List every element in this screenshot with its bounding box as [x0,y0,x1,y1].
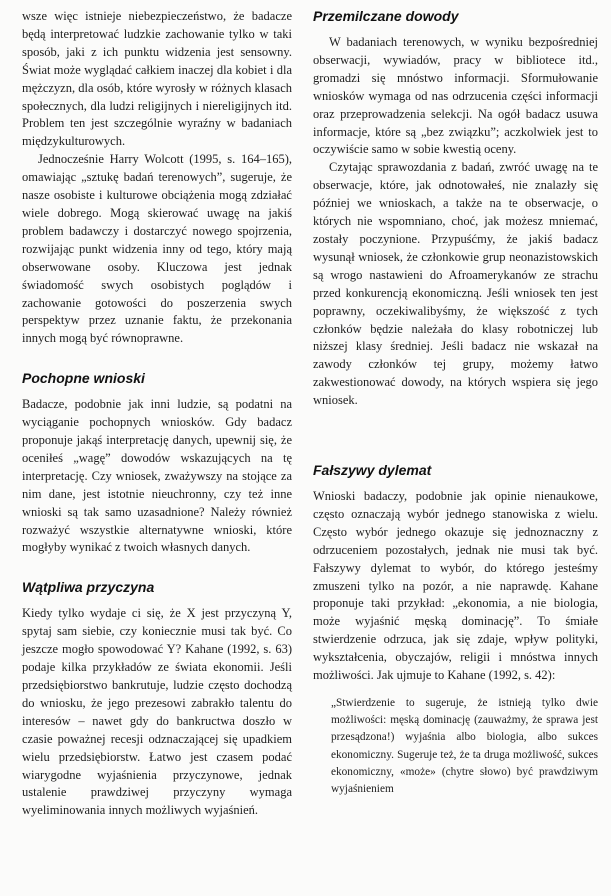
heading-false-dilemma: Fałszywy dylemat [313,462,432,479]
quote-kahane: „Stwierdzenie to sugeruje, że istnieją tylko dwie możliwości: męską dominację (zauważmy, że sprawa jest przesądzona!) wyjaśnia albo biologia, albo sukces ekonomiczny. Sugeruje też, że ta druga możliwość, sukces ekonomiczny, «może» (chytre słowo) być prawdziwym wyjaśnieniem [331,697,598,796]
paragraph-hasty-conclusions: Badacze, podobnie jak inni ludzie, są podatni na wyciąganie pochopnych wniosków. Gdy badacz proponuje jakąś interpretację danych, upewnij się, że oceniłeś „wagę” dowodów wskazujących na tę interpretację. Czy wniosek, zważywszy na stojące za nim dane, jest istotnie nieuchronny, czy też inne wnioski są tak samo uzasadnione? Należy również rozważyć wszystkie alternatywne wnioski, które mogłyby wynikać z twoich własnych danych. [22,397,292,555]
left-column [22,8,292,820]
paragraph-doubtful-cause: Kiedy tylko wydaje ci się, że X jest przyczyną Y, spytaj sam siebie, czy koniecznie musi tak być. Co jeszcze mogło spowodować Y? Kahane (1992, s. 63) podaje kilka przykładów ze świata ekonomii. Jeśli przedsiębiorstwo bankrutuje, ludzie często dochodzą do wniosku, że jego prezesowi zabrakło talentu do interesów – nawet gdy do bankructwa doszło w czasie poważnej recesji odznaczającej się upadkiem wielu przedsiębiorstw. Łatwo jest czasem podać wiarygodne wyjaśnienia przyczynowe, jednak ustalenie prawdziwej przyczyny wymaga wyeliminowania innych możliwych wyjaśnień. [22,606,292,818]
paragraph-cultural-bias: wsze więc istnieje niebezpieczeństwo, że badacze będą interpretować ludzkie zachowanie tylko w taki sposób, jaki z ich punktu widzenia jest sensowny. Świat może wyglądać całkiem inaczej dla kobiet i dla mężczyzn, dla osób, które wyrosły w różnych klasach społecznych, dla ludzi religijnych i niereligijnych itd. Problem ten jest szczególnie wyraźny w badaniach międzykulturowych. [22,9,292,149]
paragraph-wolcott: Jednocześnie Harry Wolcott (1995, s. 164–165), omawiając „sztukę badań terenowych”, sugeruje, że nasze osobiste i kulturowe obciążenia mogą zdziałać wiele dobrego. Mogą skierować uwagę na jakiś problem badawczy i dostarczyć nowego spojrzenia, rozwijając punkt widzenia inny od tego, który mają obserwowane osoby. Kluczowa jest jednak świadomość swych osobistych poglądów i zachowanie gotowości do poszerzenia swych perspektyw przez uznanie faktu, że przekonania innych mogą być równoprawne. [22,152,292,346]
heading-suppressed-evidence: Przemilczane dowody [313,8,459,24]
right-column [313,8,598,798]
heading-hasty-conclusions: Pochopne wnioski [22,370,145,387]
paragraph-reading-reports: Czytając sprawozdania z badań, zwróć uwagę na te obserwacje, które, jak odnotowałeś, nie znalazły się później we wnioskach, a także na te obserwacje, o których nie wspomniano, choć, jak możesz mniemać, zostały poczynione. Przypuśćmy, że jakiś badacz wysunął wniosek, że członkowie grup neonazistowskich są wrogo nastawieni do Afroamerykanów ze strachu przed konkurencją ekonomiczną. Jeśli wniosek ten jest poprawny, oczekiwalibyśmy, że większość z tych członków będzie należała do klasy robotniczej lub niższej klasy średniej. Jeśli badacz nie wskazał na zawody członków tej grupy, możemy łatwo zakwestionować dowody, na których wspiera się jego wniosek. [313,160,598,408]
block-quote [313,695,598,798]
paragraph-field-research: W badaniach terenowych, w wyniku bezpośredniej obserwacji, wywiadów, pracy w bibliotece itd., gromadzi się mnóstwo informacji. Sformułowanie wniosków wymaga od nas odrzucenia części informacji oraz przeprowadzenia selekcji. Na ogół badacz usuwa informacje, które są „bez związku”; aczkolwiek jest to oczywiście samo w sobie kwestią oceny. [313,35,598,157]
paragraph-false-dilemma: Wnioski badaczy, podobnie jak opinie nienaukowe, często oznaczają wybór jednego stanowiska z wielu. Często wybór jednego okazuje się jednoznaczny z odrzuceniem pozostałych, jednak nie musi tak być. Fałszywy dylemat to wybór, do którego jesteśmy zmuszeni tylko na pozór, a nie naprawdę. Kahane proponuje taki przykład: „ekonomia, a nie biologia, może wyjaśnić męską dominację”. To śmiałe stwierdzenie odrzuca, jak się zdaje, wpływ polityki, wykształcenia, obyczajów, religii i mnóstwa innych możliwości. Jak ujmuje to Kahane (1992, s. 42): [313,489,598,683]
heading-doubtful-cause: Wątpliwa przyczyna [22,579,155,596]
